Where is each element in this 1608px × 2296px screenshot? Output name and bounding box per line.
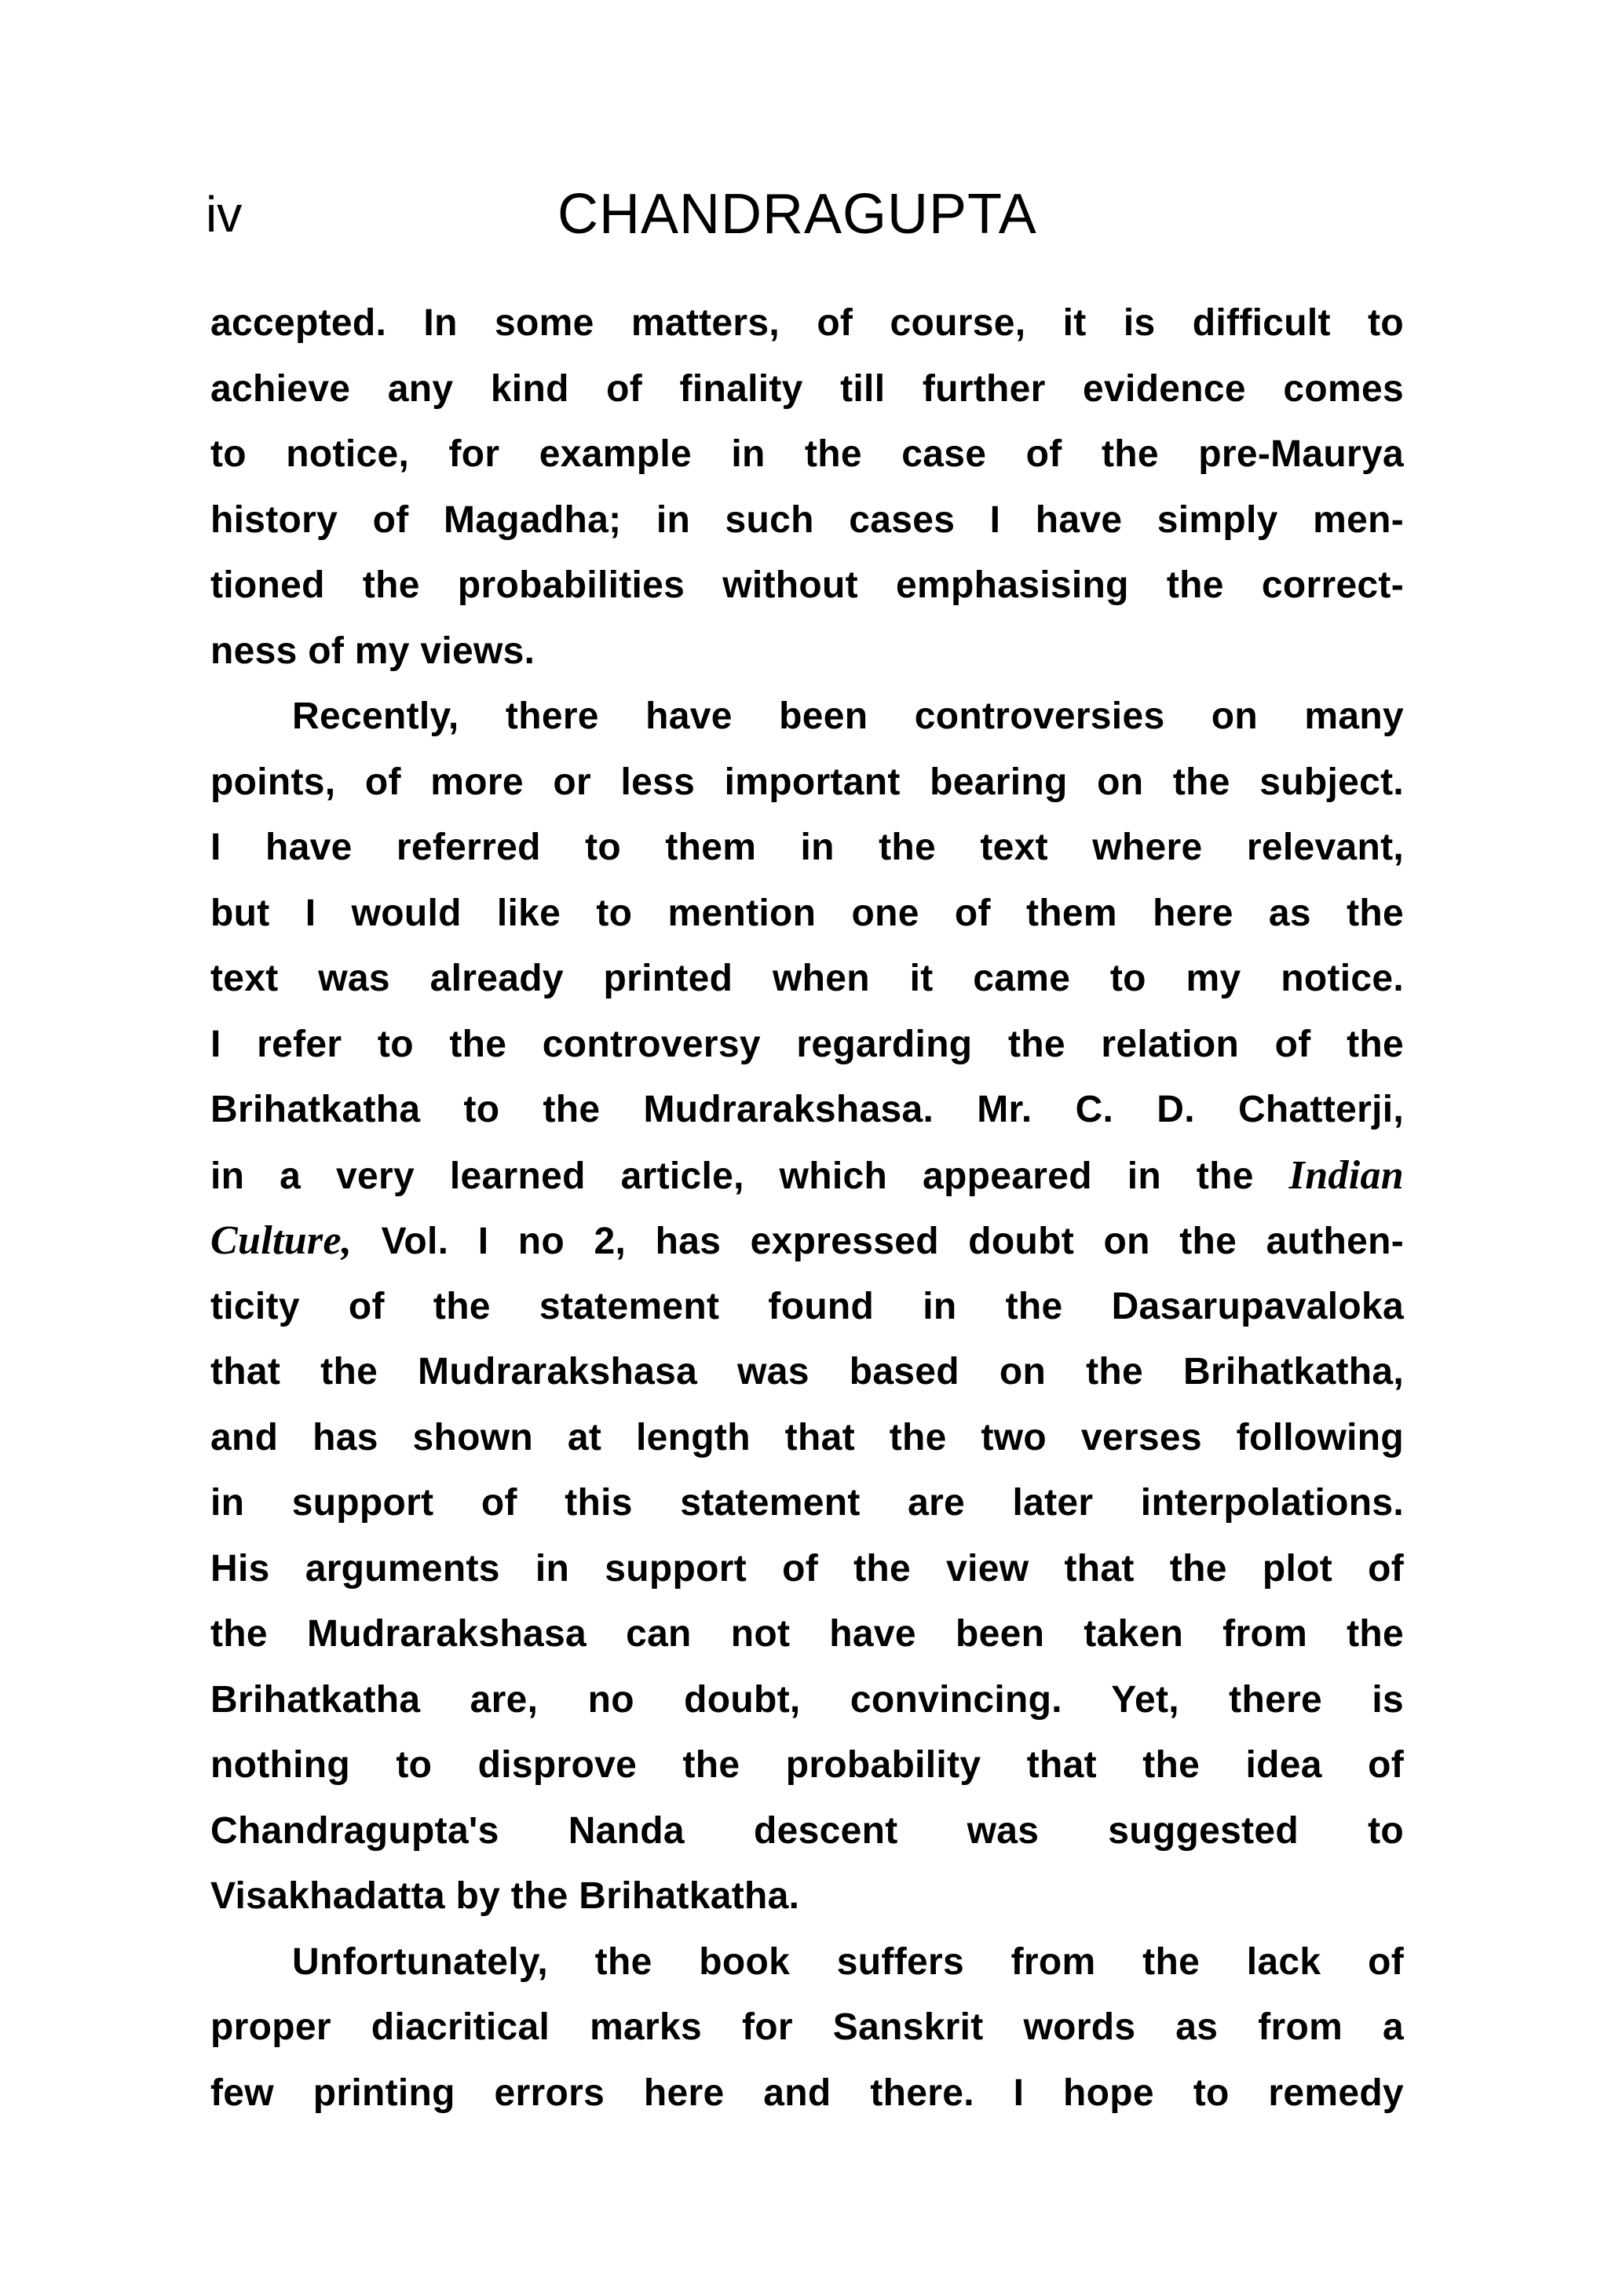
text-line: His arguments in support of the view that the plot of <box>210 1547 1404 1590</box>
text-line: Brihatkatha are, no doubt, convincing. Yet, there is <box>210 1678 1404 1721</box>
page-header <box>0 179 1608 250</box>
text-segment: Vol. I no 2, has expressed doubt on the authen- <box>352 1221 1404 1262</box>
italic-title: Indian <box>1288 1152 1404 1198</box>
text-line: history of Magadha; in such cases I have simply men- <box>210 498 1404 541</box>
text-line: points, of more or less important bearing on the subject. <box>210 761 1404 803</box>
text-line: that the Mudrarakshasa was based on the Brihatkatha, <box>210 1351 1404 1393</box>
text-line: proper diacritical marks for Sanskrit words as from a <box>210 2006 1404 2048</box>
text-line: text was already printed when it came to my notice. <box>210 958 1404 999</box>
body-text <box>210 290 1404 2126</box>
text-line: to notice, for example in the case of the pre-Maurya <box>210 433 1404 475</box>
running-title: CHANDRAGUPTA <box>557 183 1037 246</box>
text-line: the Mudrarakshasa can not have been taken from the <box>210 1613 1404 1655</box>
paragraph-2 <box>210 684 1404 1929</box>
text-line: and has shown at length that the two verses following <box>210 1416 1404 1458</box>
text-line: ness of my views. <box>210 630 535 672</box>
page-number: iv <box>206 186 243 243</box>
text-line: Chandragupta's Nanda descent was suggested to <box>210 1809 1404 1852</box>
text-line: ticity of the statement found in the Dasarupavaloka <box>210 1285 1404 1327</box>
text-line: tioned the probabilities without emphasising the correct- <box>210 564 1404 606</box>
text-line: I refer to the controversy regarding the relation of the <box>210 1023 1404 1065</box>
paragraph-3 <box>210 1929 1404 2126</box>
text-line: nothing to disprove the probability that the idea of <box>210 1744 1404 1786</box>
text-line: Brihatkatha to the Mudrarakshasa. Mr. C. D. Chatterji, <box>210 1089 1404 1130</box>
text-line: few printing errors here and there. I hope to remedy <box>210 2072 1404 2114</box>
italic-title: Culture, <box>210 1218 353 1263</box>
text-line: Recently, there have been controversies on many <box>292 695 1404 737</box>
text-line: in support of this statement are later interpolations. <box>210 1482 1404 1524</box>
text-line: Unfortunately, the book suffers from the lack of <box>292 1940 1404 1983</box>
text-line: Visakhadatta by the Brihatkatha. <box>210 1875 800 1917</box>
text-line: but I would like to mention one of them here as the <box>210 892 1404 934</box>
text-line <box>210 1143 1404 1209</box>
text-line: I have referred to them in the text where relevant, <box>210 827 1404 868</box>
text-line: accepted. In some matters, of course, it is difficult to <box>210 302 1404 344</box>
text-line: achieve any kind of finality till further evidence comes <box>210 367 1404 410</box>
paragraph-1 <box>210 290 1404 684</box>
text-line <box>210 1208 1404 1274</box>
text-segment: in a very learned article, which appeared in the <box>210 1155 1254 1197</box>
